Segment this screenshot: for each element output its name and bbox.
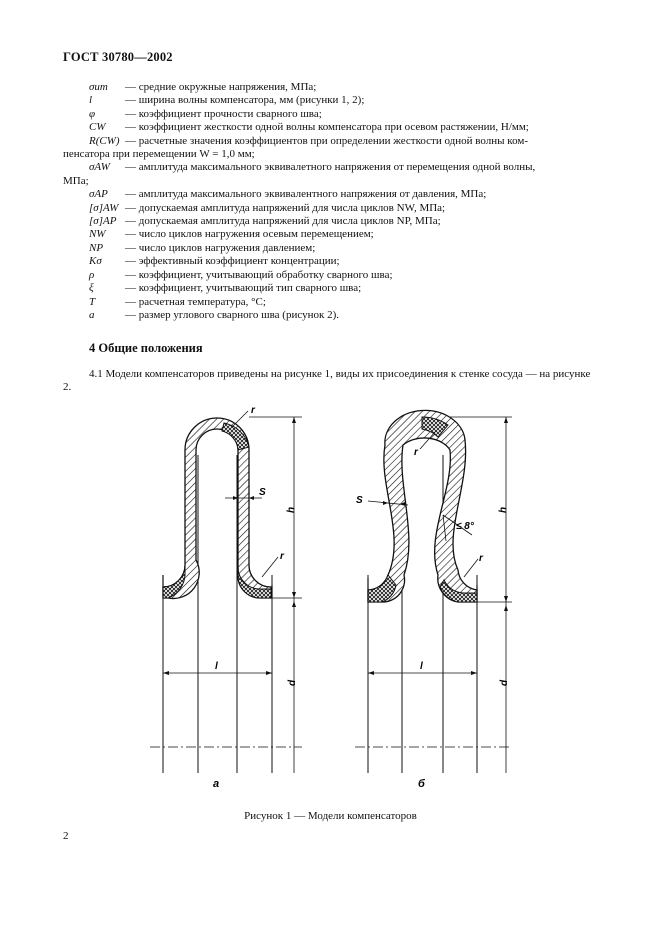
symbol-row <box>89 309 609 322</box>
symbol-description-continuation: МПа; <box>63 174 89 187</box>
symbol-description: — коэффициент жесткости одной волны компенсатора при осевом растяжении, Н/мм; <box>125 121 529 134</box>
symbol-description: — расчетные значения коэффициентов при определении жесткости одной волны ком- <box>125 134 528 147</box>
symbol-row <box>89 242 609 255</box>
symbol: [σ]AW <box>89 201 119 214</box>
symbol-description: — ширина волны компенсатора, мм (рисунки 1, 2); <box>125 94 365 107</box>
symbol-list <box>63 81 609 322</box>
label-s: S <box>259 487 266 498</box>
symbol-description: — расчетная температура, °С; <box>125 295 266 308</box>
symbol-row <box>89 108 609 121</box>
page-number: 2 <box>63 830 69 842</box>
symbol: l <box>89 94 93 107</box>
symbol-description: — коэффициент, учитывающий тип сварного шва; <box>125 282 362 295</box>
symbol-description: — число циклов нагружения давлением; <box>125 241 316 254</box>
symbol: Kσ <box>89 255 102 268</box>
label-l: l <box>420 661 423 672</box>
symbol-row <box>89 215 609 228</box>
symbol-description: — допускаемая амплитуда напряжений для числа циклов NP, МПа; <box>125 215 441 228</box>
label-r: r <box>251 405 255 416</box>
corrugation-wall <box>163 418 271 599</box>
symbol-row <box>89 228 609 241</box>
symbol-row <box>89 161 609 174</box>
symbol: a <box>89 308 95 321</box>
symbol-description: — амплитуда максимального эквивалетного напряжения от перемещения одной волны, <box>125 161 536 174</box>
model-b-drawing <box>355 410 512 773</box>
symbol: T <box>89 295 96 308</box>
symbol: σAW <box>89 161 110 174</box>
label-r: r <box>414 447 418 458</box>
symbol: CW <box>89 121 106 134</box>
symbol-row <box>89 296 609 309</box>
symbol-row <box>89 121 609 134</box>
leader-line <box>464 559 478 577</box>
label-model-b: б <box>418 778 425 790</box>
section-title: 4 Общие положения <box>89 341 203 355</box>
symbol-description: — коэффициент прочности сварного шва; <box>125 107 322 120</box>
symbol: ρ <box>89 268 95 281</box>
corrugation-wall <box>368 410 477 602</box>
symbol: NP <box>89 241 104 254</box>
figure-caption: Рисунок 1 — Модели компенсаторов <box>244 810 417 822</box>
symbol-row <box>89 94 609 107</box>
leader-line <box>262 557 278 577</box>
paragraph-4-1: 4.1 Модели компенсаторов приведены на рисунке 1, виды их присоединения к стенке сосуда — на рисунке 2. <box>63 368 591 394</box>
leader-line <box>232 411 248 427</box>
symbol: [σ]AP <box>89 215 117 228</box>
symbol-description: — коэффициент, учитывающий обработку сварного шва; <box>125 268 393 281</box>
label-l: l <box>215 661 218 672</box>
symbol: σum <box>89 81 108 93</box>
symbol-row <box>89 135 609 148</box>
symbol-row <box>89 269 609 282</box>
document-header: ГОСТ 30780—2002 <box>63 50 173 64</box>
label-d: d <box>499 679 510 686</box>
symbol: ξ <box>89 282 94 295</box>
label-s: S <box>356 495 363 506</box>
label-h: h <box>498 506 509 513</box>
symbol-description: — размер углового сварного шва (рисунок 2). <box>125 308 339 321</box>
symbol-description: — средние окружные напряжения, МПа; <box>125 81 317 93</box>
symbol-continuation-row <box>63 174 609 188</box>
symbol-row <box>89 202 609 215</box>
symbol-description: — амплитуда максимального эквивалентного напряжения от давления, МПа; <box>125 188 487 201</box>
symbol-description: — допускаемая амплитуда напряжений для числа циклов NW, МПа; <box>125 201 446 214</box>
symbol-row <box>89 282 609 295</box>
symbol: R(CW) <box>89 134 120 147</box>
symbol-row <box>89 188 609 201</box>
label-r: r <box>479 553 483 564</box>
label-r: r <box>280 551 284 562</box>
symbol-description: — эффективный коэффициент концентрации; <box>125 255 340 268</box>
symbol-continuation-row <box>63 148 609 161</box>
label-h: h <box>286 506 297 513</box>
symbol-description: — число циклов нагружения осевым перемещением; <box>125 228 374 241</box>
symbol: σAP <box>89 188 108 201</box>
label-angle: ≤ 8° <box>456 521 474 532</box>
symbol-row <box>89 81 609 94</box>
symbol: φ <box>89 107 96 120</box>
figure-compensator-models <box>120 395 540 795</box>
symbol: NW <box>89 228 106 241</box>
symbol-row <box>89 255 609 268</box>
symbol-description-continuation: пенсатора при перемещении W = 1,0 мм; <box>63 148 255 161</box>
label-model-a: а <box>213 778 220 790</box>
model-a-drawing <box>150 411 302 773</box>
label-d: d <box>287 679 298 686</box>
